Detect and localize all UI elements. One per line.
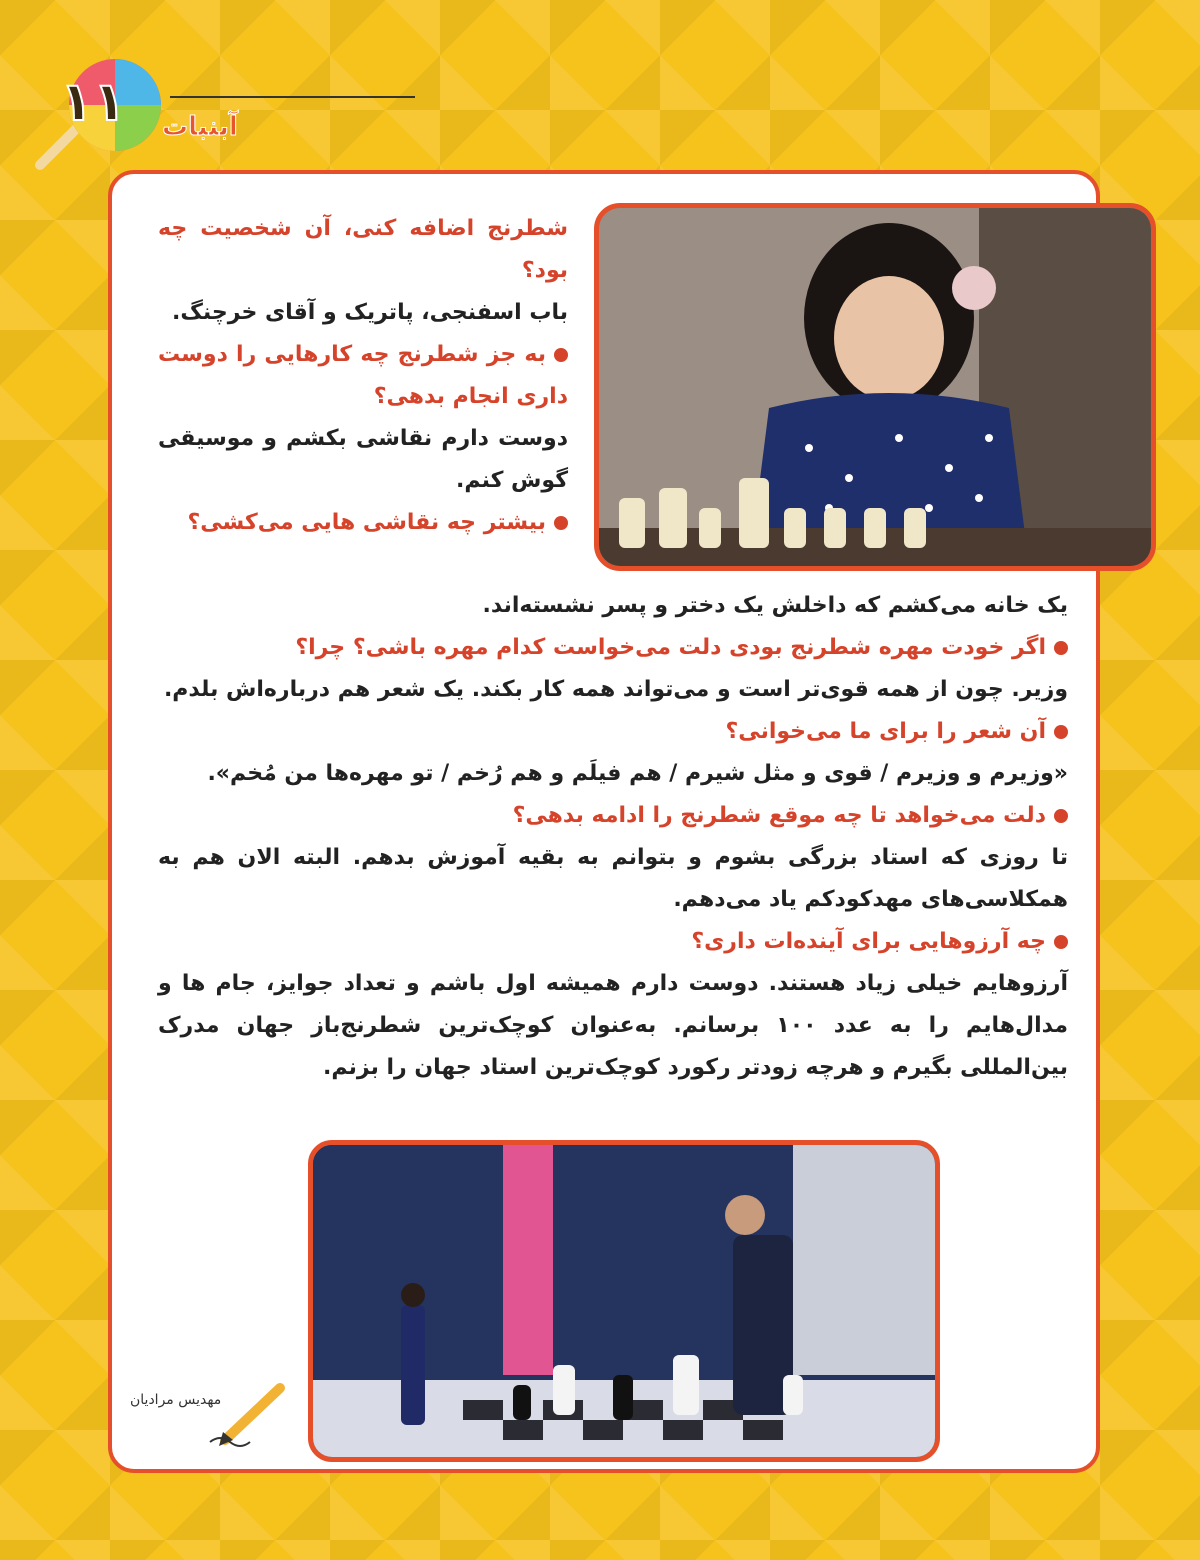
interview-question — [158, 627, 1068, 669]
interview-question — [158, 334, 568, 418]
stage-chess-photo — [308, 1140, 940, 1462]
answer-text: وزیر. چون از همه قوی‌تر است و می‌تواند همه کار بکند. یک شعر هم درباره‌اش بلدم. — [163, 677, 1068, 702]
page-header — [0, 0, 440, 170]
bullet-icon — [1054, 725, 1068, 739]
answer-text: یک خانه می‌کشم که داخلش یک دختر و پسر نشسته‌اند. — [482, 593, 1068, 618]
interview-question — [158, 921, 1068, 963]
interview-answer — [158, 418, 568, 502]
interview-question — [158, 208, 568, 292]
question-text: بیشتر چه نقاشی هایی می‌کشی؟ — [187, 510, 546, 535]
pencil-icon — [205, 1380, 295, 1450]
page-number: ۱۱ — [60, 70, 126, 133]
answer-text: باب اسفنجی، پاتریک و آقای خرچنگ. — [172, 300, 568, 325]
answer-text: آرزوهایم خیلی زیاد هستند. دوست دارم همیشه اول باشم و تعداد جوایز، جام ها و مدال‌هایم را به عدد ۱۰۰ برسانم. به‌عنوان کوچک‌ترین شطرنج‌باز جهان مدرک بین‌المللی بگیرم و هرچه زودتر رکورد کوچک‌ترین استاد جهان را بزنم. — [158, 971, 1068, 1080]
title-divider — [170, 96, 415, 98]
answer-text: تا روزی که استاد بزرگی بشوم و بتوانم به بقیه آموزش بدهم. البته الان هم به همکلاسی‌های مهدکودکم یاد می‌دهم. — [158, 845, 1068, 912]
interview-question — [158, 795, 1068, 837]
girl-chess-photo — [594, 203, 1156, 571]
question-text: آن شعر را برای ما می‌خوانی؟ — [725, 719, 1046, 744]
interview-answer — [158, 753, 1068, 795]
bullet-icon — [554, 516, 568, 530]
interview-answer — [158, 669, 1068, 711]
answer-text: دوست دارم نقاشی بکشم و موسیقی گوش کنم. — [158, 426, 568, 493]
girl-chess-illustration — [599, 208, 1151, 566]
interview-column-top — [158, 208, 568, 544]
interview-answer — [158, 585, 1068, 627]
interview-answer — [158, 837, 1068, 921]
question-text: چه آرزوهایی برای آینده‌ات داری؟ — [691, 929, 1046, 954]
question-text: شطرنج اضافه کنی، آن شخصیت چه بود؟ — [158, 216, 568, 283]
stage-chess-illustration — [313, 1145, 935, 1457]
bullet-icon — [1054, 641, 1068, 655]
interview-column-main — [158, 585, 1068, 1089]
interview-question — [158, 502, 568, 544]
question-text: به جز شطرنج چه کارهایی را دوست داری انجام بدهی؟ — [158, 342, 568, 409]
author-name: مهدیس مرادیان — [130, 1392, 222, 1408]
answer-text: «وزیرم و وزیرم / قوی و مثل شیرم / هم فیلَم و هم رُخم / تو مهره‌ها من مُخم». — [207, 761, 1068, 786]
question-text: اگر خودت مهره شطرنج بودی دلت می‌خواست کدام مهره باشی؟ چرا؟ — [295, 635, 1046, 660]
bullet-icon — [1054, 809, 1068, 823]
interview-answer — [158, 963, 1068, 1089]
bullet-icon — [1054, 935, 1068, 949]
interview-answer — [158, 292, 568, 334]
brand-logo: آبنبات — [162, 112, 238, 142]
question-text: دلت می‌خواهد تا چه موقع شطرنج را ادامه بدهی؟ — [512, 803, 1046, 828]
bullet-icon — [554, 348, 568, 362]
interview-question — [158, 711, 1068, 753]
